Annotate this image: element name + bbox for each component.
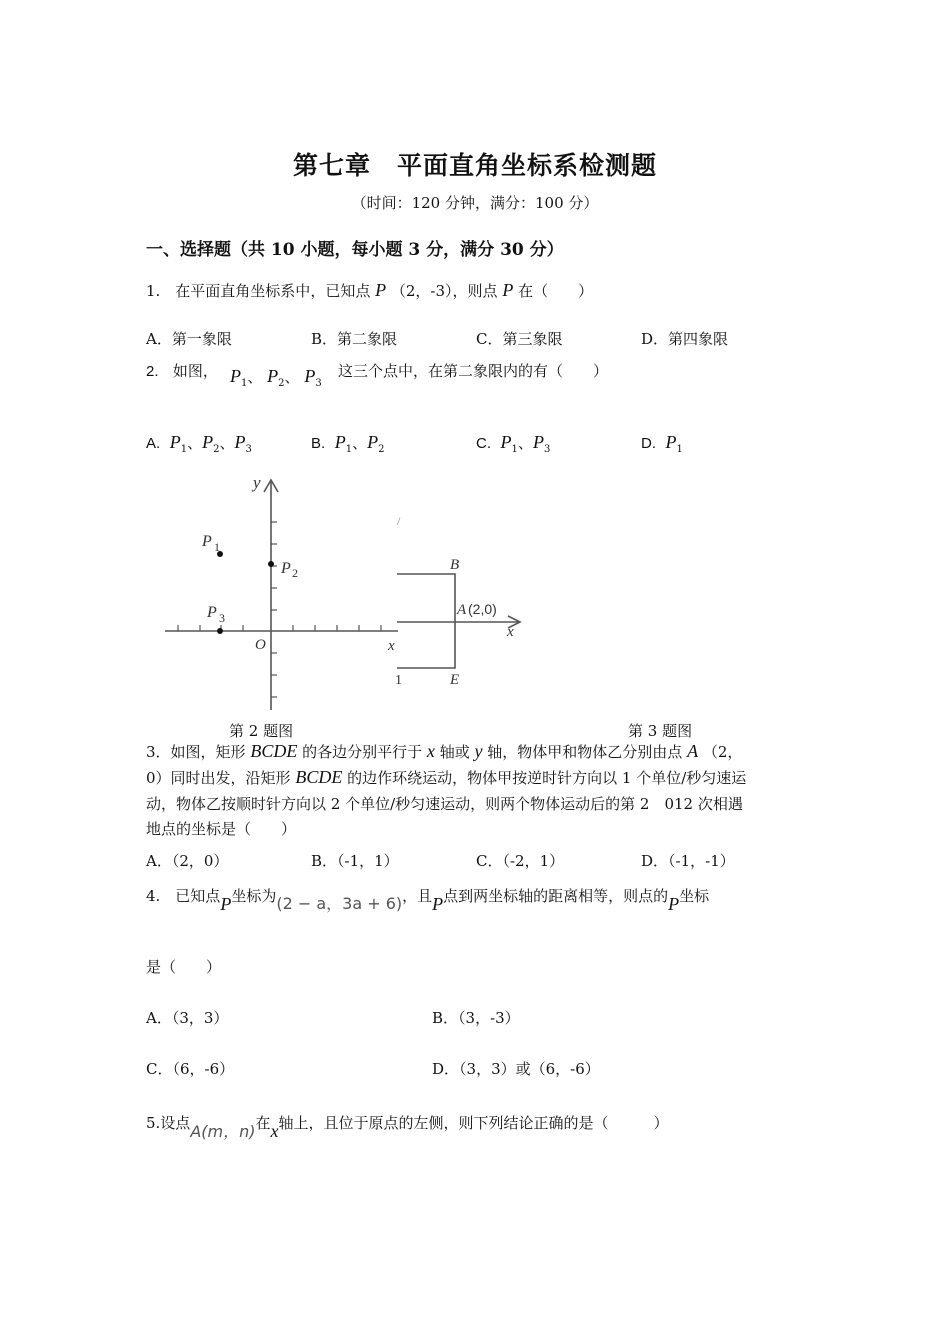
page-title: 第七章 平面直角坐标系检测题 [292,151,657,180]
q2-p: P [267,366,279,386]
label-b: B [450,557,460,573]
q2-p: P [500,432,512,452]
q4-expression: (2 − a，3a + 6) [276,894,403,913]
p3-subscript: 3 [219,611,225,625]
point-p3 [217,628,223,634]
q2-sep: 、 [284,368,300,386]
q2-sub: 3 [245,444,252,455]
rectangle-bcde [397,574,455,668]
q3-option-c: C．（-2，1） [476,852,565,870]
q2-sep: 、 [352,434,368,452]
q1-text: 1. 在平面直角坐标系中，已知点 [146,282,371,300]
q2-option-d-label: D. [641,435,656,452]
q2-option-b-label: B. [311,435,326,452]
q3-text: （2， [702,743,743,761]
q2-p: P [334,432,346,452]
q2-points [230,366,322,389]
q2-sub: 1 [676,444,683,455]
q2-sub: 1 [180,444,188,455]
q4-text: 4. 已知点 [146,887,221,905]
q5-text: 5.设点 [146,1114,191,1132]
q2-sub: 2 [378,444,385,455]
q2-option-c [476,432,550,455]
q3-edge-slash: / [397,514,401,528]
q2-sub: 1 [345,444,353,455]
label-a-coord: (2,0) [468,601,497,617]
q2-sep: 、 [219,434,235,452]
q4-text: 点到两坐标轴的距离相等，则点的 [443,887,669,905]
q2-sub: 1 [241,378,248,389]
q2-option-b [311,432,385,455]
q2-p: P [304,366,316,386]
q2-p: P [202,432,214,452]
question-4-line-1 [146,883,710,914]
q1-option-d: D．第四象限 [641,330,729,348]
question-4-line-2: 是（ ） [146,958,222,976]
q1-point-p-2: P [502,280,514,300]
q3-edge-one: 1 [395,673,402,688]
q4-p: P [668,894,680,914]
label-a: A [457,602,467,618]
q3-bcde: BCDE [250,741,298,761]
p1-subscript: 1 [214,540,220,554]
q2-number: 2. [146,363,159,380]
q4-option-c: C．（6，-6） [146,1060,235,1078]
q2-option-a-label: A. [146,435,161,452]
point-p2 [268,561,274,567]
question-1 [146,280,593,301]
q2-p: P [367,432,379,452]
q3-y: y [474,741,483,761]
q2-p: P [665,432,677,452]
q5-text: 轴上，且位于原点的左侧，则下列结论正确的是（ ） [278,1114,669,1132]
question-2 [146,360,218,381]
question-3-line-1 [146,741,742,762]
figure-q3-rectangle [395,510,535,695]
q3-text: 0）同时出发，沿矩形 [146,769,291,787]
q3-x: x [426,741,435,761]
figure-q3-caption: 第 3 题图 [628,722,693,740]
section-heading: 一、选择题（共 10 小题，每小题 3 分，满分 30 分） [146,240,564,260]
q4-text: ，且 [402,887,433,905]
q2-tail: 这三个点中，在第二象限内的有（ ） [338,362,609,380]
question-3-line-2 [146,767,746,788]
page-subtitle: （时间：120 分钟，满分：100 分） [351,194,599,212]
q4-text: 坐标 [679,887,710,905]
q1-option-c: C．第三象限 [476,330,563,348]
y-axis-label: y [253,473,261,492]
q5-expression: A(m，n) [190,1122,256,1141]
q2-p: P [230,366,241,386]
q4-p: P [220,894,232,914]
q1-option-b: B．第二象限 [311,330,398,348]
figure-q2-caption: 第 2 题图 [229,722,294,740]
q2-sep: 、 [517,434,533,452]
q3-a: A [687,741,699,761]
q2-option-c-label: C. [476,435,491,452]
q2-p: P [234,432,246,452]
q2-sep: 、 [187,434,203,452]
figure-q2-coordinate-plane [160,470,400,718]
q3-x-label: x [507,624,514,640]
q2-p: P [532,432,544,452]
q5-x: x [270,1121,279,1141]
p2-subscript: 2 [292,566,298,580]
q3-bcde: BCDE [295,767,343,787]
q1-coord: （2，-3），则点 [390,282,498,300]
q3-option-a: A．（2，0） [146,852,229,870]
origin-label: O [255,637,266,653]
q4-option-d: D．（3，3）或（6，-6） [432,1060,600,1078]
p3-label: P [207,604,217,621]
q5-text: 在 [255,1114,271,1132]
q4-text: 坐标为 [231,887,277,905]
question-3-line-4: 地点的坐标是（ ） [146,820,297,838]
q3-text: 轴，物体甲和物体乙分别由点 [487,743,683,761]
q2-text: 如图， [172,362,218,380]
q3-text: 的边作环绕运动，物体甲按逆时针方向以 1 个单位/秒匀速运 [347,769,747,787]
label-e: E [450,672,460,688]
q1-option-a: A．第一象限 [146,330,232,348]
q3-text: 轴或 [439,743,470,761]
q2-sub: 3 [543,444,551,455]
q3-text: 的各边分别平行于 [302,743,423,761]
q2-option-d [641,432,683,455]
q3-option-d: D．（-1，-1） [641,852,735,870]
q2-option-a [146,432,252,455]
q1-point-p: P [375,280,387,300]
q3-text: 3．如图，矩形 [146,743,246,761]
q2-sub: 1 [511,444,518,455]
q1-tail: 在（ ） [518,282,594,300]
question-3-line-3: 动，物体乙按顺时针方向以 2 个单位/秒匀速运动，则两个物体运动后的第 2 012 次相遇 [146,795,743,813]
q3-option-b: B．（-1，1） [311,852,399,870]
x-axis-label: x [388,638,395,654]
q2-sub: 3 [315,378,322,389]
p1-label: P [202,533,212,550]
q2-sub: 2 [278,378,285,389]
q4-option-b: B．（3，-3） [432,1009,520,1027]
q4-p: P [432,894,444,914]
question-5 [146,1110,669,1141]
q2-sub: 2 [213,444,220,455]
q2-p: P [169,432,181,452]
q2-sep: 、 [247,368,263,386]
q4-option-a: A．（3，3） [146,1009,229,1027]
p2-label: P [281,560,291,577]
